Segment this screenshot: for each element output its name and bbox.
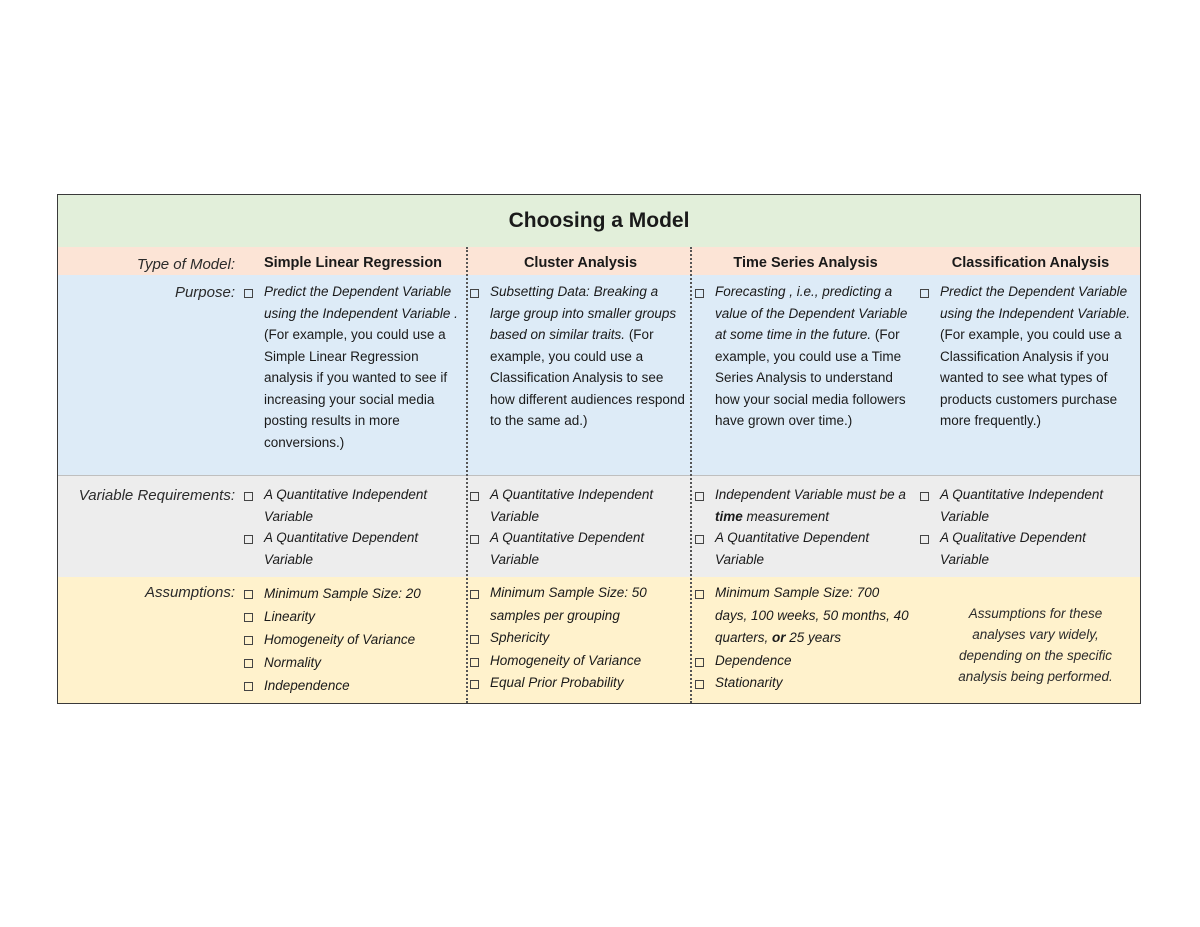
assumption-item: Homogeneity of Variance: [490, 652, 642, 668]
purpose-text-example: (For example, you could use a Classification Analysis if you wanted to see what types of products customers purchase more frequently.): [940, 327, 1122, 428]
checkbox-icon: [920, 289, 929, 298]
row-label-variables: Variable Requirements:: [78, 487, 235, 504]
assumption-item: Linearity: [264, 609, 316, 624]
checkbox-icon: [695, 680, 704, 689]
checkbox-icon: [920, 492, 929, 501]
variable-item: A Quantitative Dependent Variable: [490, 530, 645, 567]
row-label-type: Type of Model:: [136, 256, 235, 273]
purpose-text-example: (For example, you could use a Simple Linear Regression analysis if you wanted to see if increasing your social media posting results in more conversions.): [264, 327, 448, 450]
checkbox-icon: [244, 613, 253, 622]
assumption-item: Minimum Sample Size: 50 samples per grouping: [490, 585, 647, 623]
assumptions-cell-linear-regression: [244, 582, 459, 697]
assumption-item: Stationarity: [715, 675, 783, 690]
checkbox-icon: [470, 535, 479, 544]
assumption-item: Equal Prior Probability: [490, 675, 624, 690]
assumption-item: Sphericity: [490, 630, 550, 645]
purpose-text-italic: Subsetting Data: Breaking a large group into smaller groups based on similar traits.: [490, 284, 677, 342]
purpose-text-italic: Predict the Dependent Variable using the Independent Variable.: [940, 284, 1131, 321]
row-label-assumptions: Assumptions:: [144, 584, 235, 601]
table-title: Choosing a Model: [58, 195, 1140, 248]
checkbox-icon: [470, 289, 479, 298]
variable-item: Independent Variable must be a: [715, 487, 906, 502]
purpose-text-example: (For example, you could use a Classification Analysis to see how different audiences respond to the same ad.): [490, 327, 685, 428]
assumption-item: Homogeneity of Variance: [264, 632, 416, 647]
checkbox-icon: [470, 635, 479, 644]
assumption-item: Normality: [264, 655, 322, 670]
row-label-purpose: Purpose:: [174, 284, 235, 301]
purpose-cell-linear-regression: [244, 281, 459, 453]
column-divider: [466, 247, 468, 703]
checkbox-icon: [244, 659, 253, 668]
assumption-item-emphasis: or: [772, 630, 786, 645]
assumptions-cell-cluster: [470, 582, 686, 695]
purpose-cell-time-series: [695, 281, 910, 432]
assumptions-note-classification: Assumptions for these analyses vary widely, depending on the specific analysis being performed.: [958, 606, 1113, 684]
column-header-linear-regression: Simple Linear Regression: [263, 255, 443, 271]
column-header-time-series: Time Series Analysis: [733, 255, 878, 271]
assumption-item: Independence: [264, 678, 350, 693]
purpose-cell-classification: [920, 281, 1134, 432]
checkbox-icon: [244, 590, 253, 599]
variables-cell-linear-regression: [244, 484, 459, 570]
variable-item: A Quantitative Dependent Variable: [715, 530, 870, 567]
variable-item-suffix: measurement: [742, 508, 830, 524]
model-comparison-table: [57, 194, 1141, 704]
column-divider: [690, 247, 692, 703]
checkbox-icon: [244, 289, 253, 298]
assumption-item: Minimum Sample Size: 700 days, 100 weeks, 50 months, 40 quarters,: [715, 585, 909, 645]
variables-cell-time-series: [695, 484, 913, 570]
checkbox-icon: [244, 535, 253, 544]
checkbox-icon: [470, 680, 479, 689]
assumption-item: Minimum Sample Size: 20: [264, 586, 421, 601]
variable-item: A Quantitative Dependent Variable: [264, 530, 419, 567]
assumption-item: Dependence: [715, 652, 792, 668]
purpose-text-example: (For example, you could use a Time Series Analysis to understand how your social media followers have grown over time.): [715, 327, 906, 428]
variable-item: A Quantitative Independent Variable: [264, 487, 428, 524]
purpose-text-italic: Forecasting , i.e., predicting a value of the Dependent Variable at some time in the future.: [715, 284, 908, 342]
variable-item: A Qualitative Dependent Variable: [940, 530, 1086, 567]
variable-item-emphasis: time: [715, 508, 743, 524]
checkbox-icon: [695, 492, 704, 501]
variable-item: A Quantitative Independent Variable: [490, 487, 654, 524]
checkbox-icon: [695, 590, 704, 599]
checkbox-icon: [244, 682, 253, 691]
variables-cell-cluster: [470, 484, 686, 570]
checkbox-icon: [695, 658, 704, 667]
purpose-text-italic: Predict the Dependent Variable using the Independent Variable .: [264, 284, 458, 321]
variable-item: A Quantitative Independent Variable: [940, 487, 1104, 524]
checkbox-icon: [695, 535, 704, 544]
checkbox-icon: [470, 590, 479, 599]
checkbox-icon: [920, 535, 929, 544]
checkbox-icon: [695, 289, 704, 298]
purpose-cell-cluster: [470, 281, 686, 432]
assumptions-cell-time-series: [695, 582, 910, 695]
checkbox-icon: [470, 492, 479, 501]
variables-cell-classification: [920, 484, 1134, 570]
checkbox-icon: [470, 658, 479, 667]
assumption-item-suffix: 25 years: [785, 630, 842, 645]
checkbox-icon: [244, 492, 253, 501]
checkbox-icon: [244, 636, 253, 645]
column-header-cluster: Cluster Analysis: [523, 255, 638, 271]
column-header-classification: Classification Analysis: [951, 255, 1110, 271]
